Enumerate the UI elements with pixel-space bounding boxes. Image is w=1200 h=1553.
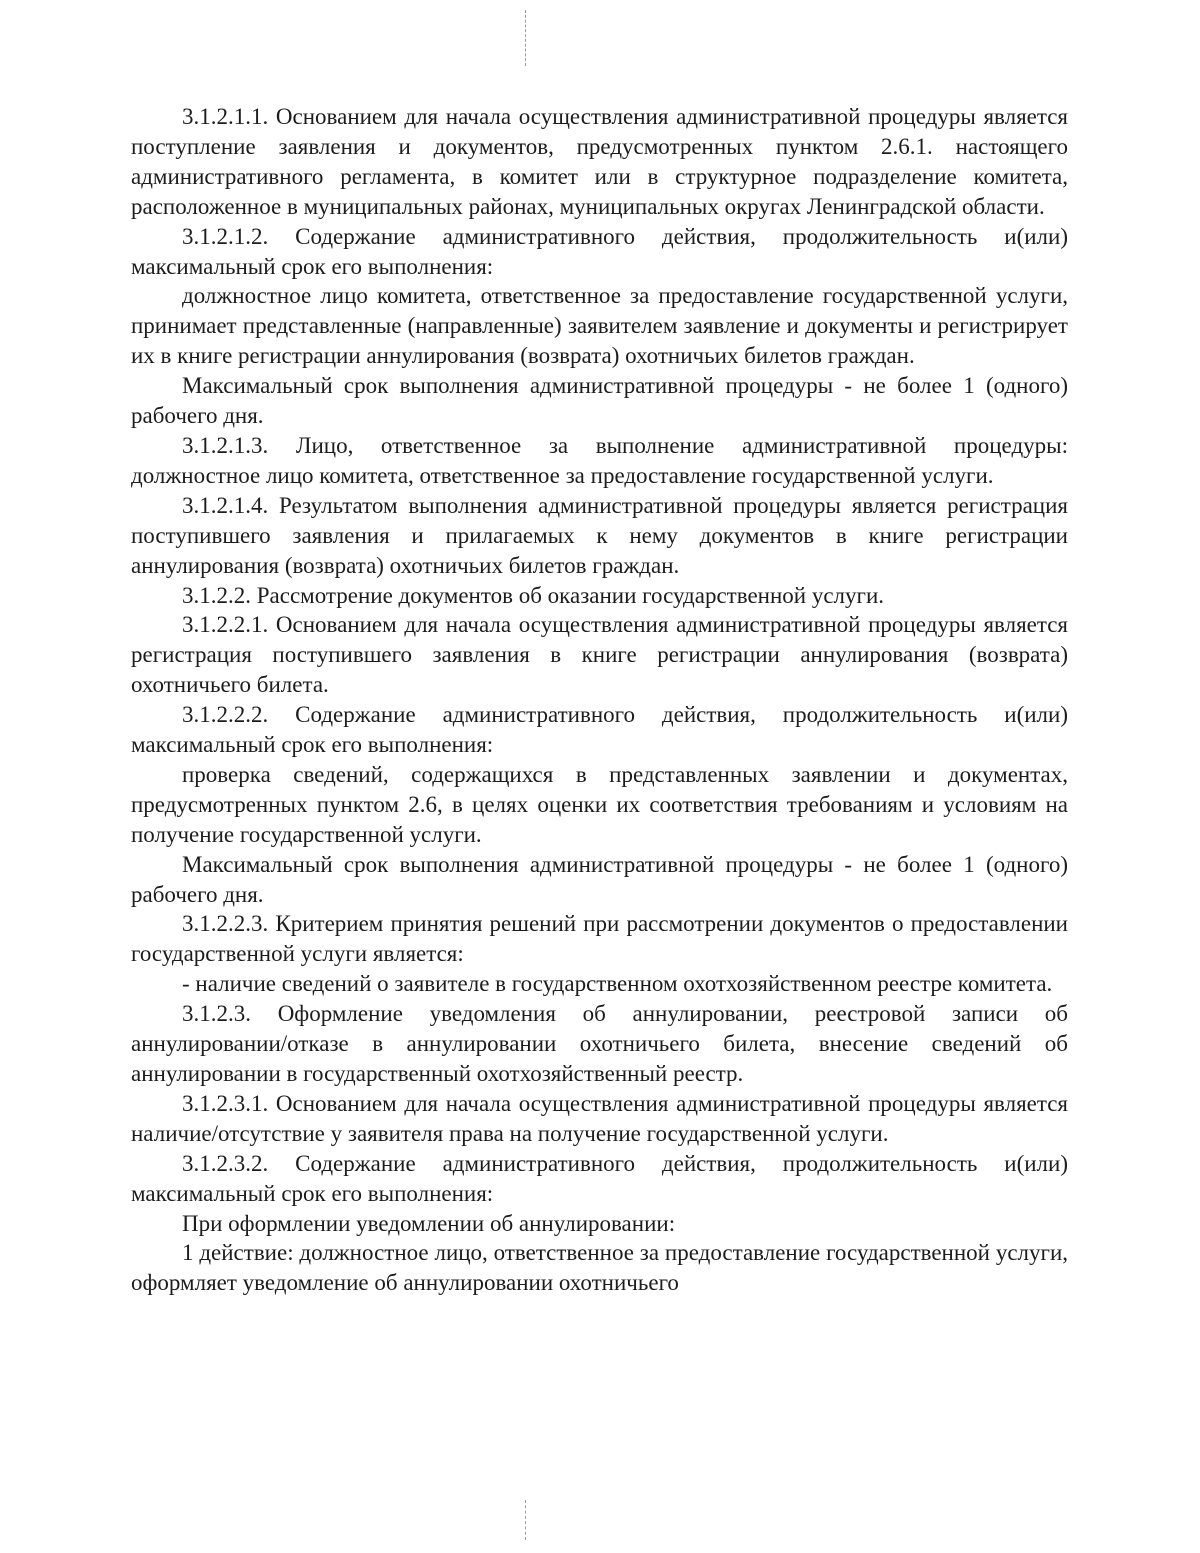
paragraph-3-1-2-1-3: 3.1.2.1.3. Лицо, ответственное за выполнение административной процедуры: должностное лицо комитета, ответственное за предоставление государственной услуги. — [131, 432, 1068, 488]
paragraph-3-1-2-3-2: 3.1.2.3.2. Содержание административного действия, продолжительность и(или) максимальный срок его выполнения: — [131, 1150, 1068, 1206]
paragraph-action-1: 1 действие: должностное лицо, ответственное за предоставление государственной услуги, оформляет уведомление об аннулировании охотничьего — [131, 1240, 1068, 1296]
paragraph-notification-heading: При оформлении уведомлении об аннулировании: — [182, 1210, 676, 1236]
paragraph-3-1-2-2-3: 3.1.2.2.3. Критерием принятия решений при рассмотрении документов о предоставлении государственной услуги является: — [131, 911, 1068, 967]
document-body — [131, 102, 1068, 1298]
paragraph-verification: проверка сведений, содержащихся в представленных заявлении и документах, предусмотренных пунктом 2.6, в целях оценки их соответствия требованиям и условиям на получение государственной услуги. — [131, 761, 1068, 847]
paragraph-3-1-2-1-2: 3.1.2.1.2. Содержание административного действия, продолжительность и(или) максимальный срок его выполнения: — [131, 223, 1068, 279]
page-fold-mark-bottom — [525, 1500, 527, 1540]
paragraph-max-term-2: Максимальный срок выполнения административной процедуры - не более 1 (одного) рабочего дня. — [131, 851, 1068, 907]
paragraph-3-1-2-2-1: 3.1.2.2.1. Основанием для начала осуществления административной процедуры является регистрация поступившего заявления в книге регистрации аннулирования (возврата) охотничьего билета. — [131, 612, 1068, 698]
paragraph-3-1-2-2: 3.1.2.2. Рассмотрение документов об оказании государственной услуги. — [182, 582, 885, 608]
paragraph-criterion-item: - наличие сведений о заявителе в государственном охотхозяйственном реестре комитета. — [182, 971, 1053, 997]
paragraph-3-1-2-3: 3.1.2.3. Оформление уведомления об аннулировании, реестровой записи об аннулировании/отказе в аннулировании охотничьего билета, внесение сведений об аннулировании в государственный охотхозяйственный реестр. — [131, 1001, 1068, 1086]
paragraph-official-registers: должностное лицо комитета, ответственное за предоставление государственной услуги, принимает представленные (направленные) заявителем заявление и документы и регистрирует их в книге регистрации аннулирования (возврата) охотничьих билетов граждан. — [131, 283, 1068, 369]
paragraph-max-term-1: Максимальный срок выполнения административной процедуры - не более 1 (одного) рабочего дня. — [131, 373, 1068, 429]
page-fold-mark-top — [525, 10, 527, 66]
paragraph-3-1-2-3-1: 3.1.2.3.1. Основанием для начала осуществления административной процедуры является наличие/отсутствие у заявителя права на получение государственной услуги. — [131, 1090, 1068, 1146]
paragraph-3-1-2-1-1: 3.1.2.1.1. Основанием для начала осуществления административной процедуры является поступление заявления и документов, предусмотренных пунктом 2.6.1. настоящего административного регламента, в комитет или в структурное подразделение комитета, расположенное в муниципальных районах, муниципальных округах Ленинградской области. — [131, 104, 1068, 219]
paragraph-3-1-2-2-2: 3.1.2.2.2. Содержание административного действия, продолжительность и(или) максимальный срок его выполнения: — [131, 702, 1068, 758]
paragraph-3-1-2-1-4: 3.1.2.1.4. Результатом выполнения административной процедуры является регистрация поступившего заявления и прилагаемых к нему документов в книге регистрации аннулирования (возврата) охотничьих билетов граждан. — [131, 492, 1068, 578]
